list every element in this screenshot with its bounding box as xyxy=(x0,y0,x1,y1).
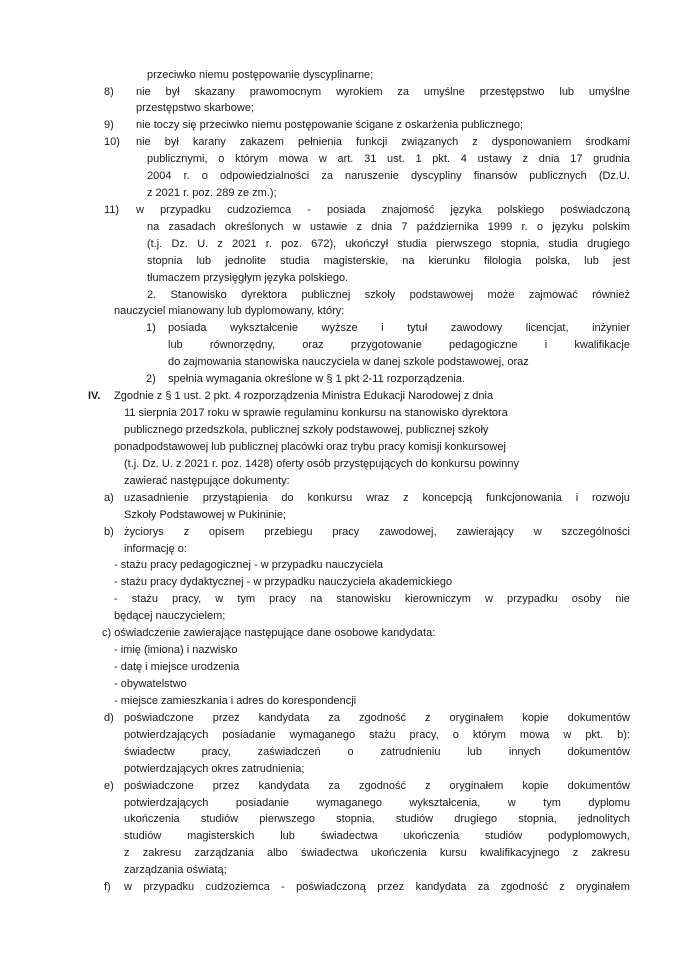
text-line: świadectw pracy, zaświadczeń o zatrudnieniu lub innych dokumentów xyxy=(124,746,630,758)
text-line: lub równorzędny, oraz przygotowanie pedagogiczne i kwalifikacje xyxy=(168,339,630,351)
text-line: z zakresu zarządzania albo świadectwa ukończenia kursu kwalifikacyjnego z zakresu xyxy=(124,847,630,859)
text-line: Szkoły Podstawowej w Pukininie; xyxy=(124,509,287,521)
text-line: posiada wykształcenie wyższe i tytuł zawodowy licencjat, inżynier xyxy=(168,322,630,334)
text-line: w przypadku cudzoziemca - posiada znajomość języka polskiego poświadczoną xyxy=(136,204,630,216)
text-line: tłumaczem przysięgłym języka polskiego. xyxy=(147,272,349,284)
text-line: do zajmowania stanowiska nauczyciela w danej szkole podstawowej, oraz xyxy=(168,356,529,368)
list-marker: d) xyxy=(104,712,114,724)
text-line: (t.j. Dz. U. z 2021 r. poz. 672), ukończył studia pierwszego stopnia, studia drugiego xyxy=(147,238,630,250)
text-line: poświadczone przez kandydata za zgodność z oryginałem kopie dokumentów xyxy=(124,712,630,724)
list-marker: 11) xyxy=(104,204,120,216)
list-marker: 9) xyxy=(104,119,114,131)
text-line: poświadczone przez kandydata za zgodność z oryginałem kopie dokumentów xyxy=(124,780,630,792)
text-line: publicznymi, o którym mowa w art. 31 ust. 1 pkt. 4 ustawy z dnia 17 grudnia xyxy=(147,153,630,165)
list-marker: 2) xyxy=(146,373,156,385)
text-line: - imię (imiona) i nazwisko xyxy=(114,644,238,656)
text-line: (t.j. Dz. U. z 2021 r. poz. 1428) oferty osób przystępujących do konkursu powinny xyxy=(124,458,519,470)
text-line: zawierać następujące dokumenty: xyxy=(124,475,290,487)
text-line: Zgodnie z § 1 ust. 2 pkt. 4 rozporządzenia Ministra Edukacji Narodowej z dnia xyxy=(114,390,494,402)
text-line: w przypadku cudzoziemca - poświadczoną przez kandydata za zgodność z oryginałem xyxy=(124,881,630,893)
text-line: życiorys z opisem przebiegu pracy zawodowej, zawierający w szczególności xyxy=(124,526,630,538)
text-line: ukończenia studiów pierwszego stopnia, studiów drugiego stopnia, jednolitych xyxy=(124,813,630,825)
text-line: - miejsce zamieszkania i adres do korespondencji xyxy=(114,695,357,707)
text-line: spełnia wymagania określone w § 1 pkt 2-11 rozporządzenia. xyxy=(168,373,465,385)
list-marker: e) xyxy=(104,780,114,792)
list-marker: 8) xyxy=(104,86,114,98)
text-line: nie był skazany prawomocnym wyrokiem za umyślne przestępstwo lub umyślne xyxy=(136,86,630,98)
list-marker: a) xyxy=(104,492,114,504)
text-line: potwierdzających posiadanie wymaganego wykształcenia, w tym dyplomu xyxy=(124,797,630,809)
text-line: ponadpodstawowej lub publicznej placówki oraz trybu pracy komisji konkursowej xyxy=(114,441,506,453)
text-line: c) oświadczenie zawierające następujące dane osobowe kandydata: xyxy=(102,627,436,639)
text-line: nauczyciel mianowany lub dyplomowany, który: xyxy=(114,305,345,317)
text-line: potwierdzających posiadanie wymaganego stażu pracy, o którym mowa w pkt. b): xyxy=(124,729,630,741)
text-line: informację o: xyxy=(124,543,187,555)
text-line: publicznego przedszkola, publicznej szkoły podstawowej, publicznej szkoły xyxy=(124,424,489,436)
text-line: przestępstwo skarbowe; xyxy=(136,102,254,114)
list-marker: 10) xyxy=(104,136,120,148)
text-line: na zasadach określonych w ustawie z dnia 7 października 1999 r. o języku polskim xyxy=(147,221,630,233)
text-line: nie toczy się przeciwko niemu postępowanie ścigane z oskarżenia publicznego; xyxy=(136,119,524,131)
text-line: zarządzania oświatą; xyxy=(124,864,227,876)
text-line: studiów magisterskich lub świadectwa ukończenia studiów podyplomowych, xyxy=(124,830,630,842)
text-line: będącej nauczycielem; xyxy=(114,610,226,622)
text-line: - stażu pracy pedagogicznej - w przypadku nauczyciela xyxy=(114,559,384,571)
text-line: potwierdzających okres zatrudnienia; xyxy=(124,763,305,775)
list-marker: 1) xyxy=(146,322,156,334)
text-line: - stażu pracy dydaktycznej - w przypadku nauczyciela akademickiego xyxy=(114,576,453,588)
text-line: 2. Stanowisko dyrektora publicznej szkoły podstawowej może zajmować również xyxy=(147,289,630,301)
list-marker: f) xyxy=(104,881,111,893)
text-line: - obywatelstwo xyxy=(114,678,187,690)
text-line: przeciwko niemu postępowanie dyscyplinarne; xyxy=(147,69,374,81)
text-line: nie był karany zakazem pełnienia funkcji związanych z dysponowaniem środkami xyxy=(136,136,630,148)
text-line: 11 sierpnia 2017 roku w sprawie regulaminu konkursu na stanowisko dyrektora xyxy=(124,407,508,419)
list-marker: IV. xyxy=(88,390,101,402)
text-line: - datę i miejsce urodzenia xyxy=(114,661,240,673)
text-line: z 2021 r. poz. 289 ze zm.); xyxy=(147,187,277,199)
text-line: 2004 r. o odpowiedzialności za naruszenie dyscypliny finansów publicznych (Dz.U. xyxy=(147,170,630,182)
text-line: - stażu pracy, w tym pracy na stanowisku kierowniczym w przypadku osoby nie xyxy=(114,593,630,605)
text-line: stopnia lub jednolite studia magisterskie, na kierunku filologia polska, lub jest xyxy=(147,255,630,267)
text-line: uzasadnienie przystąpienia do konkursu wraz z koncepcją funkcjonowania i rozwoju xyxy=(124,492,630,504)
list-marker: b) xyxy=(104,526,114,538)
